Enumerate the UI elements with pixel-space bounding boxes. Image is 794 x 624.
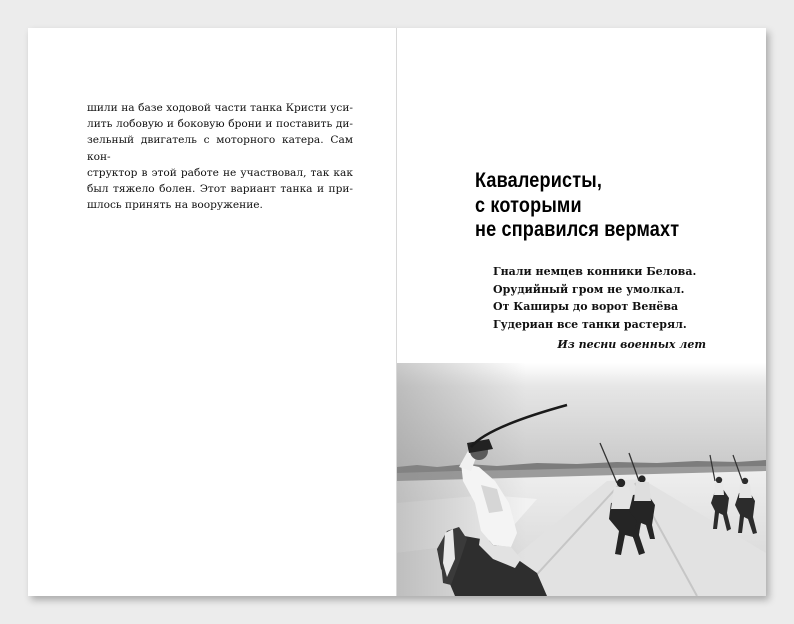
text-line: лить лобовую и боковую брони и поставить ди- (87, 118, 353, 131)
title-line: с которыми (475, 193, 582, 217)
epigraph-line: Гудериан все танки растерял. (493, 317, 687, 331)
epigraph (493, 263, 713, 333)
body-paragraph (87, 100, 353, 213)
text-line: шили на базе ходовой части танка Кристи уси- (87, 102, 353, 114)
epigraph-line: От Каширы до ворот Венёва (493, 300, 679, 313)
text-line: структор в этой работе не участвовал, так как (87, 166, 353, 179)
epigraph-line: Орудийный гром не умолкал. (493, 282, 685, 296)
title-line: не справился вермахт (475, 218, 680, 241)
title-line: Кавалеристы, (475, 169, 603, 192)
right-page (397, 28, 766, 596)
text-line: зельный двигатель с моторного катера. Сам кон- (87, 134, 353, 163)
epigraph-source: Из песни военных лет (557, 338, 706, 351)
chapter-title (475, 169, 699, 243)
epigraph-line: Гнали немцев конники Белова. (493, 265, 697, 278)
book-spread (28, 28, 766, 596)
text-line: шлось принять на вооружение. (87, 199, 263, 212)
left-page (28, 28, 396, 596)
text-line: был тяжело болен. Этот вариант танка и при- (87, 183, 353, 196)
cavalry-photo (397, 363, 766, 596)
